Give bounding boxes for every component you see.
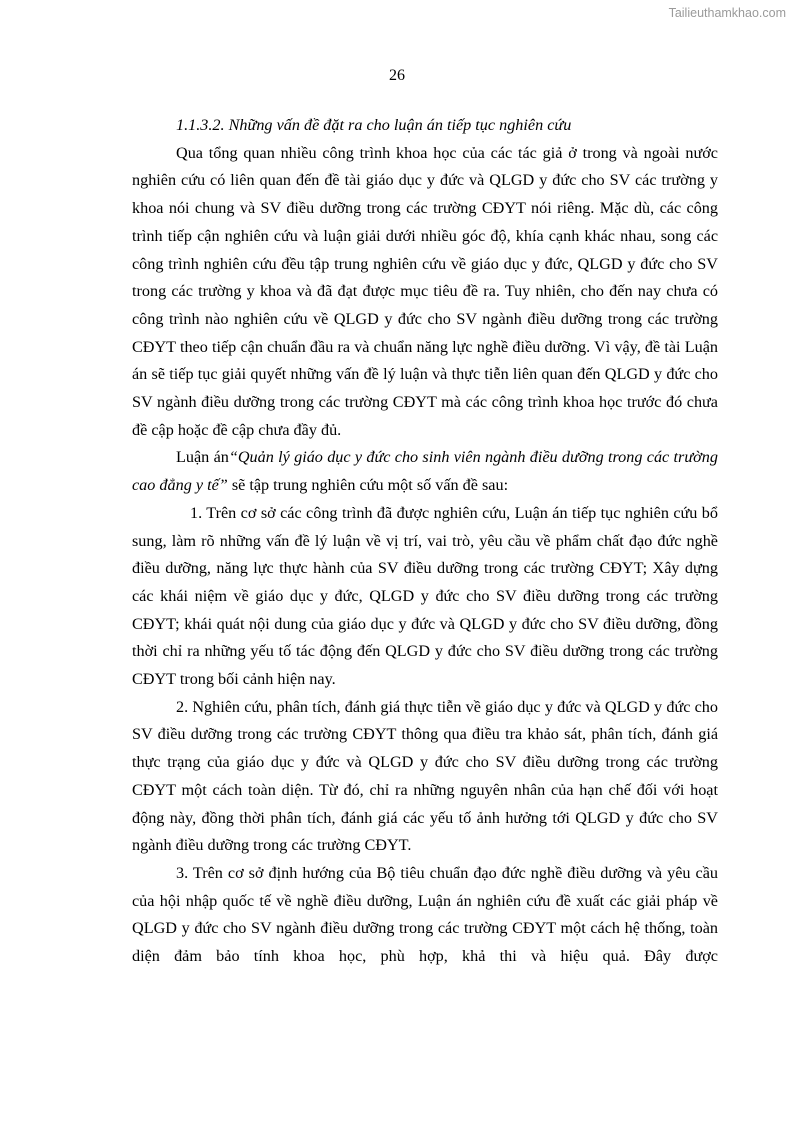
page-number: 26 xyxy=(389,67,405,84)
paragraph-overview: Qua tổng quan nhiều công trình khoa học của các tác giả ở trong và ngoài nước nghiên cứu có liên quan đến đề tài giáo dục y đức và QLGD y đức cho SV các trường y khoa nói chung và SV điều dưỡng trong các trường CĐYT nói riêng. Mặc dù, các công trình tiếp cận nghiên cứu và luận giải dưới nhiều góc độ, khía cạnh khác nhau, song các công trình nghiên cứu đều tập trung nghiên cứu về giáo dục y đức, QLGD y đức cho SV trong các trường y khoa và đã đạt được mục tiêu đề ra. Tuy nhiên, cho đến nay chưa có công trình nào nghiên cứu về QLGD y đức cho SV ngành điều dưỡng trong các trường CĐYT theo tiếp cận chuẩn đầu ra và chuẩn năng lực nghề điều dưỡng. Vì vậy, đề tài Luận án sẽ tiếp tục giải quyết những vấn đề lý luận và thực tiễn liên quan đến QLGD y đức cho SV ngành điều dưỡng trong các trường CĐYT mà các công trình khoa học trước đó chưa đề cập hoặc đề cập chưa đầy đủ. xyxy=(132,143,718,439)
paragraph-intro xyxy=(132,444,718,499)
list-item-2: 2. Nghiên cứu, phân tích, đánh giá thực tiễn về giáo dục y đức và QLGD y đức cho SV điều dưỡng trong các trường CĐYT thông qua điều tra khảo sát, phân tích, đánh giá thực trạng của giáo dục y đức và QLGD y đức cho SV điều dưỡng trong các trường CĐYT một cách toàn diện. Từ đó, chỉ ra những nguyên nhân của hạn chế đối với hoạt động này, đồng thời phân tích, đánh giá các yếu tố ảnh hưởng tới QLGD y đức cho SV ngành điều dưỡng trong các trường CĐYT. xyxy=(132,697,718,855)
list-item-1: 1. Trên cơ sở các công trình đã được nghiên cứu, Luận án tiếp tục nghiên cứu bổ sung, làm rõ những vấn đề lý luận về vị trí, vai trò, yêu cầu về phẩm chất đạo đức nghề điều dưỡng, năng lực thực hành của SV điều dưỡng trong các trường CĐYT; Xây dựng các khái niệm về giáo dục y đức, QLGD y đức cho SV điều dưỡng trong các trường CĐYT; khái quát nội dung của giáo dục y đức và QLGD y đức cho SV điều dưỡng, đồng thời chỉ ra những yếu tố tác động đến QLGD y đức cho SV điều dưỡng trong các trường CĐYT trong bối cảnh hiện nay. xyxy=(132,503,718,689)
list-item-3: 3. Trên cơ sở định hướng của Bộ tiêu chuẩn đạo đức nghề điều dưỡng và yêu cầu của hội nhập quốc tế về nghề điều dưỡng, Luận án nghiên cứu đề xuất các giải pháp về QLGD y đức cho SV ngành điều dưỡng trong các trường CĐYT một cách hệ thống, toàn diện đảm bảo tính khoa học, phù hợp, khả thi và hiệu quả. Đây được xyxy=(132,863,718,966)
thesis-title: “Quản lý giáo dục y đức cho sinh viên ngành điều dưỡng trong các trường cao đẳng y tế” xyxy=(132,448,718,495)
intro-tail: sẽ tập trung nghiên cứu một số vấn đề sau: xyxy=(227,476,509,495)
section-heading: 1.1.3.2. Những vấn đề đặt ra cho luận án tiếp tục nghiên cứu xyxy=(176,116,572,134)
watermark: Tailieuthamkhao.com xyxy=(668,6,786,20)
body-text xyxy=(132,112,718,971)
intro-lead: Luận án xyxy=(176,448,229,467)
